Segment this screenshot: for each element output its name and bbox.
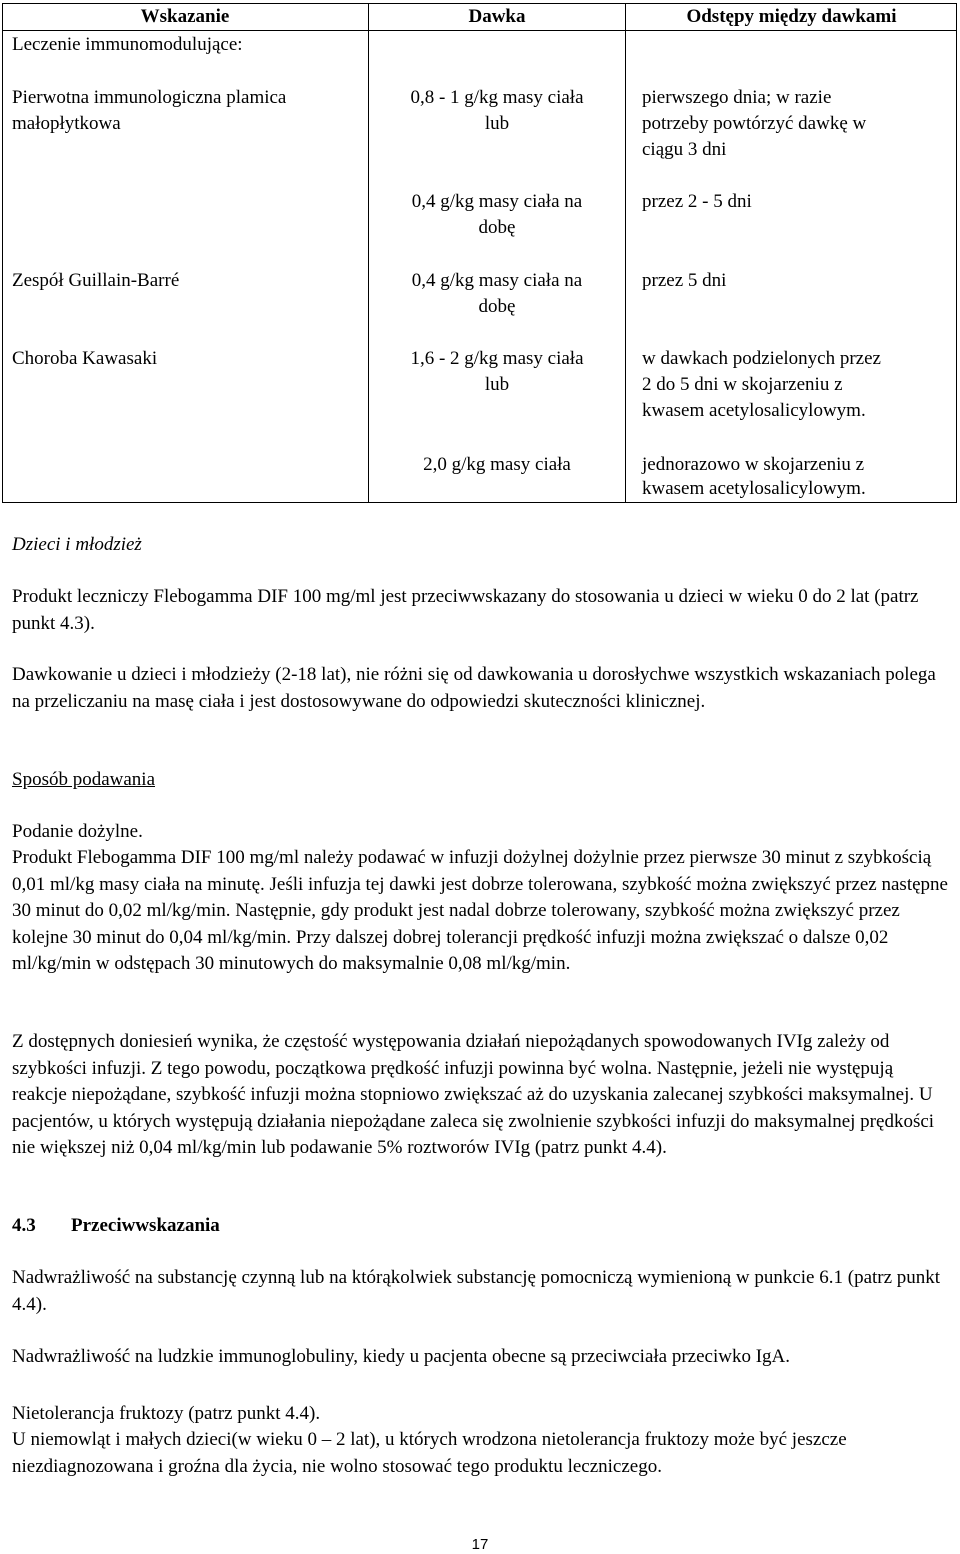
row5-interval-line2: kwasem acetylosalicylowym.: [642, 478, 866, 499]
row4-interval-line3: kwasem acetylosalicylowym.: [642, 400, 866, 421]
administration-heading: Sposób podawania: [12, 769, 156, 790]
row1-dose-line2: lub: [484, 113, 510, 134]
row4-dose-line2: lub: [484, 374, 510, 395]
contraindication-3: Nietolerancja fruktozy (patrz punkt 4.4).: [12, 1403, 321, 1424]
row2-dose-line2: dobę: [478, 217, 516, 238]
header-interval: Odstępy między dawkami: [686, 6, 897, 27]
row5-dose-line1: 2,0 g/kg masy ciała: [423, 454, 571, 475]
row4-dose-line1: 1,6 - 2 g/kg masy ciała: [410, 348, 584, 369]
row4-indication: Choroba Kawasaki: [12, 348, 158, 369]
para-contraindicated-children: Produkt leczniczy Flebogamma DIF 100 mg/ml jest przeciwwskazany do stosowania u dzieci w wieku 0 do 2 lat (patrz punkt 4.3).: [12, 586, 919, 634]
row4-interval-line1: w dawkach podzielonych przez: [642, 348, 881, 369]
header-indication: Wskazanie: [140, 6, 230, 27]
contraindication-4: U niemowląt i małych dzieci(w wieku 0 – 2 lat), u których wrodzona nietolerancja fruktozy może być jeszcze niezdiagnozowana i groźna dla życia, nie wolno stosować tego produktu leczniczego.: [12, 1429, 847, 1477]
row1-indication-line2: małopłytkowa: [12, 113, 121, 134]
row1-interval-line2: potrzeby powtórzyć dawkę w: [642, 113, 867, 134]
administration-paragraph: Produkt Flebogamma DIF 100 mg/ml należy podawać w infuzji dożylnej dożylnie przez pierwsze 30 minut z szybkością 0,01 ml/kg masy ciała na minutę. Jeśli infuzja tej dawki jest dobrze tolerowana, szybkość można zwiększyć przez następne 30 minut do 0,02 ml/kg/min. Następnie, gdy produkt jest nadal dobrze tolerowany, szybkość można zwiększyć przez kolejne 30 minut do 0,04 ml/kg/min. Przy dalszej dobrej tolerancji prędkość infuzji można zwiększać o dalsze 0,02 ml/kg/min w odstępach 30 minutowych do maksymalnie 0,08 ml/kg/min.: [12, 847, 948, 974]
header-dose: Dawka: [468, 6, 526, 27]
section-4-3-title: Przeciwwskazania: [71, 1215, 220, 1236]
row1-interval-line1: pierwszego dnia; w razie: [642, 87, 832, 108]
adverse-reactions-paragraph: Z dostępnych doniesień wynika, że częstość występowania działań niepożądanych spowodowanych IVIg zależy od szybkości infuzji. Z tego powodu, początkowa prędkość infuzji powinna być wolna. Następnie, jeżeli nie występują reakcje niepożądane, szybkość infuzji można stopniowo zwiększać aż do uzyskania zalecanej szybkości maksymalnej. U pacjentów, u których występują działania niepożądane zaleca się zwolnienie szybkości infuzji do maksymalnej prędkości nie większej niż 0,04 ml/kg/min lub podawanie 5% roztworów IVIg (patrz punkt 4.4).: [12, 1031, 935, 1158]
row1-dose-line1: 0,8 - 1 g/kg masy ciała: [410, 87, 584, 108]
row3-dose-line2: dobę: [478, 296, 516, 317]
row5-interval-line1: jednorazowo w skojarzeniu z: [642, 454, 865, 475]
row3-dose-line1: 0,4 g/kg masy ciała na: [411, 270, 583, 291]
row4-interval-line2: 2 do 5 dni w skojarzeniu z: [642, 374, 843, 395]
section-4-3-number: 4.3: [12, 1215, 36, 1236]
row1-indication-line1: Pierwotna immunologiczna plamica: [12, 87, 287, 108]
table-col-divider-1: [368, 3, 369, 503]
row2-dose-line1: 0,4 g/kg masy ciała na: [411, 191, 583, 212]
contraindication-1: Nadwrażliwość na substancję czynną lub na którąkolwiek substancję pomocniczą wymienioną w punkcie 6.1 (patrz punkt 4.4).: [12, 1267, 941, 1315]
dosage-table: [2, 3, 957, 503]
row1-interval-line3: ciągu 3 dni: [642, 139, 727, 160]
contraindication-2: Nadwrażliwość na ludzkie immunoglobuliny, kiedy u pacjenta obecne są przeciwciała przeciwko IgA.: [12, 1346, 791, 1367]
row3-indication: Zespół Guillain-Barré: [12, 270, 180, 291]
section-children-heading: Dzieci i młodzież: [12, 534, 142, 555]
table-col-divider-2: [625, 3, 626, 503]
administration-route: Podanie dożylne.: [12, 821, 143, 842]
page-number: 17: [471, 1536, 489, 1553]
row2-interval-line1: przez 2 - 5 dni: [642, 191, 752, 212]
row3-interval-line1: przez 5 dni: [642, 270, 727, 291]
para-children-dosing: Dawkowanie u dzieci i młodzieży (2-18 lat), nie różni się od dawkowania u dorosłychwe wszystkich wskazaniach polega na przeliczaniu na masę ciała i jest dostosowywane do odpowiedzi skuteczności klinicznej.: [12, 664, 936, 712]
table-header-divider: [2, 30, 957, 31]
table-group-label: Leczenie immunomodulujące:: [12, 34, 243, 55]
